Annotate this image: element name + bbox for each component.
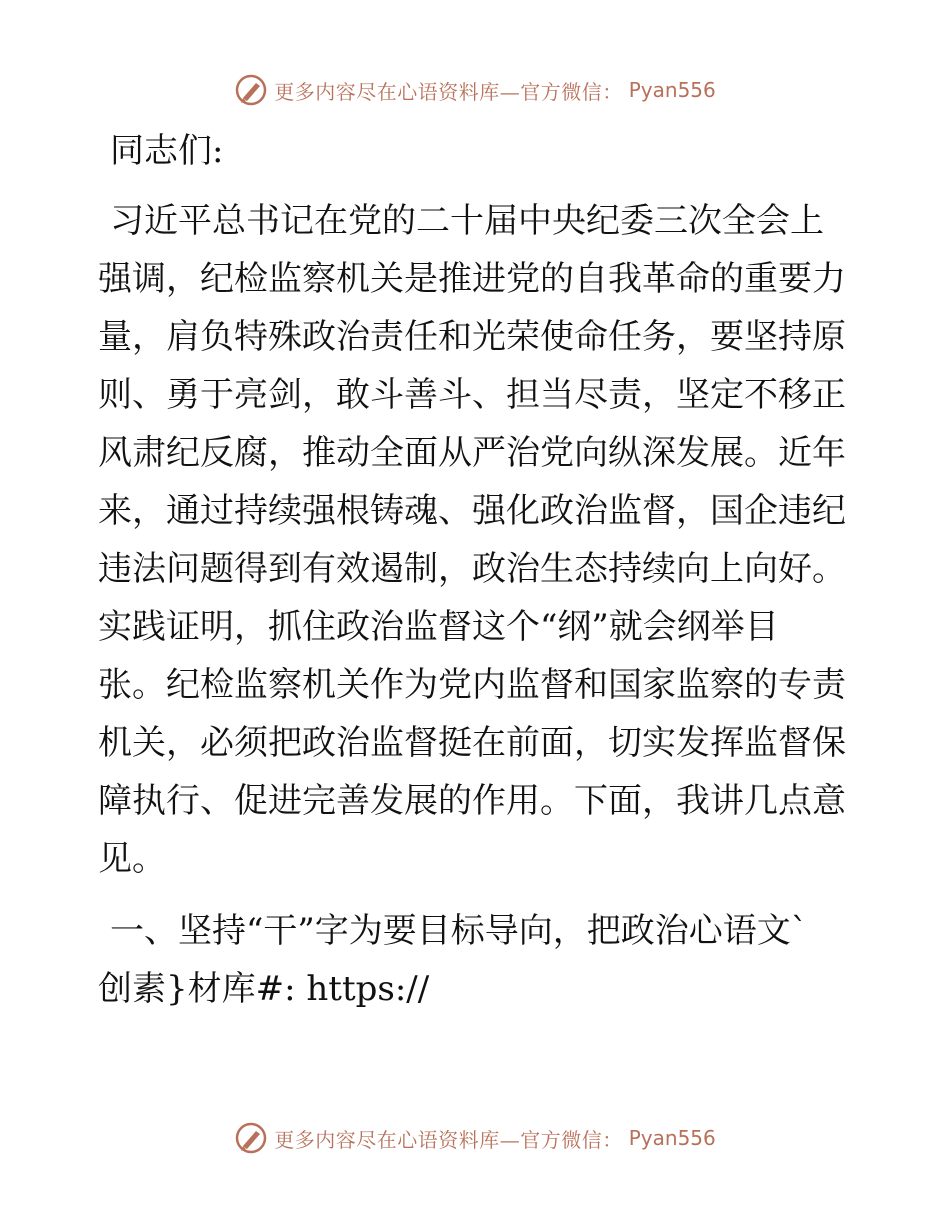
watermark-site-text: 更多内容尽在心语资料库—官方微信： — [274, 1127, 623, 1152]
watermark-footer — [0, 1118, 950, 1158]
paragraph-line: 则、勇于亮剑，敢斗善斗、担当尽责，坚定不移正 — [98, 375, 846, 415]
watermark-wechat-id: Pyan556 — [628, 78, 716, 102]
paragraph-line: 张。纪检监察机关作为党内监督和国家监察的专责 — [98, 665, 846, 705]
pen-logo-icon — [234, 1121, 268, 1155]
paragraph-line: 见。 — [98, 839, 166, 879]
greeting: 同志们: — [110, 131, 224, 171]
paragraph-line: 强调，纪检监察机关是推进党的自我革命的重要力 — [98, 259, 846, 299]
heading-line: 一、坚持“干”字为要目标导向，把政治心语文` — [110, 911, 808, 951]
paragraph-line: 风肃纪反腐，推动全面从严治党向纵深发展。近年 — [98, 433, 846, 473]
paragraph-line: 实践证明，抓住政治监督这个“纲”就会纲举目 — [98, 607, 779, 647]
section-heading-1 — [98, 902, 858, 1018]
watermark-wechat-id: Pyan556 — [628, 1126, 716, 1150]
paragraph-line: 机关，必须把政治监督挺在前面，切实发挥监督保 — [98, 723, 846, 763]
document-body — [98, 118, 858, 1018]
paragraph-line: 来，通过持续强根铸魂、强化政治监督，国企违纪 — [98, 491, 846, 531]
watermark-header — [0, 70, 950, 110]
watermark-site-text: 更多内容尽在心语资料库—官方微信： — [274, 79, 623, 104]
paragraph-line: 习近平总书记在党的二十届中央纪委三次全会上 — [110, 201, 824, 241]
paragraph-1 — [98, 192, 858, 888]
paragraph-line: 量，肩负特殊政治责任和光荣使命任务，要坚持原 — [98, 317, 846, 357]
pen-logo-icon — [234, 73, 268, 107]
paragraph-line: 违法问题得到有效遏制，政治生态持续向上向好。 — [98, 549, 846, 589]
paragraph-line: 障执行、促进完善发展的作用。下面，我讲几点意 — [98, 781, 846, 821]
heading-line: 创素}材库#: https:// — [98, 969, 430, 1009]
